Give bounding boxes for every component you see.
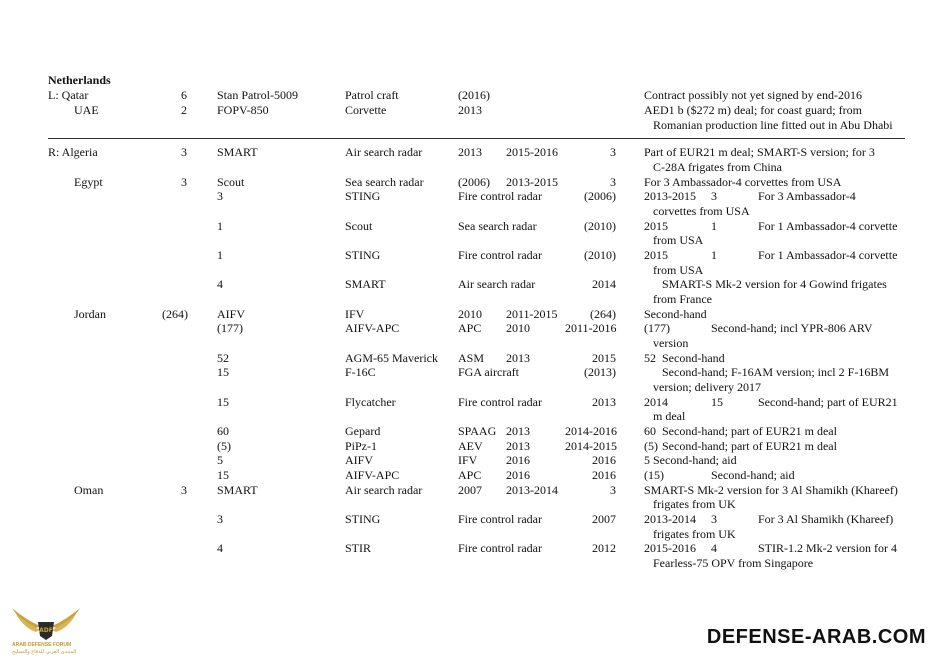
section-divider bbox=[48, 138, 905, 139]
table-cell: 15 bbox=[217, 468, 229, 482]
table-cell: (264) bbox=[162, 307, 188, 321]
table-cell: Corvette bbox=[345, 103, 387, 117]
table-cell: Air search radar bbox=[345, 145, 423, 159]
table-cell: SMART-S Mk-2 version for 4 Gowind frigates bbox=[662, 277, 887, 291]
table-cell: 2013 bbox=[506, 424, 530, 438]
table-cell: 2010 bbox=[458, 307, 482, 321]
table-cell: (15) bbox=[644, 468, 664, 482]
table-cell: Jordan bbox=[74, 307, 106, 321]
table-cell: 4 bbox=[217, 277, 223, 291]
table-cell: Part of EUR21 m deal; SMART-S version; for 3 bbox=[644, 145, 875, 159]
table-cell: version bbox=[653, 336, 689, 350]
table-cell: For 1 Ambassador-4 corvette bbox=[758, 219, 898, 233]
table-cell: Romanian production line fitted out in Abu Dhabi bbox=[653, 118, 893, 132]
table-cell: 3 bbox=[610, 175, 616, 189]
table-cell: For 1 Ambassador-4 corvette bbox=[758, 248, 898, 262]
table-cell: Flycatcher bbox=[345, 395, 396, 409]
table-cell: 15 bbox=[217, 395, 229, 409]
table-cell: 2013 bbox=[506, 439, 530, 453]
table-cell: 3 bbox=[610, 483, 616, 497]
table-cell: 3 bbox=[711, 512, 717, 526]
table-cell: SPAAG bbox=[458, 424, 497, 438]
table-cell: Fire control radar bbox=[458, 512, 542, 526]
table-cell: IFV bbox=[345, 307, 365, 321]
table-cell: SMART bbox=[345, 277, 386, 291]
table-cell: 2014 bbox=[592, 277, 616, 291]
table-cell: 4 bbox=[711, 541, 717, 555]
table-cell: 2012 bbox=[592, 541, 616, 555]
table-cell: 2015 bbox=[592, 351, 616, 365]
table-cell: AIFV bbox=[345, 453, 374, 467]
table-cell: Fire control radar bbox=[458, 248, 542, 262]
table-cell: FGA aircraft bbox=[458, 365, 519, 379]
table-cell: 2013-2014 bbox=[506, 483, 558, 497]
table-cell: 2015 bbox=[644, 248, 668, 262]
table-cell: 1 bbox=[217, 248, 223, 262]
table-cell: F-16C bbox=[345, 365, 376, 379]
table-cell: from USA bbox=[653, 263, 704, 277]
table-cell: Second-hand; part of EUR21 m deal bbox=[662, 439, 837, 453]
site-watermark: DEFENSE-ARAB.COM bbox=[706, 626, 926, 648]
table-cell: 3 bbox=[217, 189, 223, 203]
table-cell: AIFV-APC bbox=[345, 321, 400, 335]
logo-caption-arabic: المنتدى العربي للدفاع والتسليح bbox=[12, 649, 77, 655]
table-cell: (2006) bbox=[458, 175, 490, 189]
table-cell: 1 bbox=[217, 219, 223, 233]
table-cell: 3 bbox=[711, 189, 717, 203]
table-cell: APC bbox=[458, 321, 482, 335]
table-cell: 2016 bbox=[592, 453, 616, 467]
table-cell: For 3 Ambassador-4 corvettes from USA bbox=[644, 175, 842, 189]
table-cell: For 3 Al Shamikh (Khareef) bbox=[758, 512, 894, 526]
table-cell: 5 bbox=[217, 453, 223, 467]
table-cell: Air search radar bbox=[345, 483, 423, 497]
table-cell: Air search radar bbox=[458, 277, 536, 291]
table-cell: AIFV bbox=[217, 307, 246, 321]
table-cell: Scout bbox=[217, 175, 245, 189]
table-cell: 3 bbox=[181, 175, 187, 189]
table-cell: 2010 bbox=[506, 321, 530, 335]
table-cell: Second-hand; aid bbox=[711, 468, 795, 482]
table-cell: STING bbox=[345, 512, 381, 526]
svg-text:ADF: ADF bbox=[39, 627, 53, 634]
table-cell: 2013-2015 bbox=[506, 175, 558, 189]
table-cell: (2016) bbox=[458, 88, 490, 102]
table-cell: L: Qatar bbox=[48, 88, 89, 102]
table-cell: 2 bbox=[181, 103, 187, 117]
table-cell: (2013) bbox=[584, 365, 616, 379]
table-cell: 2016 bbox=[592, 468, 616, 482]
table-cell: Scout bbox=[345, 219, 373, 233]
table-cell: 1 bbox=[711, 248, 717, 262]
table-cell: Fire control radar bbox=[458, 395, 542, 409]
table-cell: 2013 bbox=[592, 395, 616, 409]
table-cell: 2013-2015 bbox=[644, 189, 696, 203]
table-cell: ASM bbox=[458, 351, 485, 365]
table-cell: (5) bbox=[644, 439, 658, 453]
table-cell: 2015-2016 bbox=[644, 541, 696, 555]
table-cell: 52 bbox=[644, 351, 656, 365]
table-cell: from France bbox=[653, 292, 712, 306]
table-cell: SMART bbox=[217, 145, 258, 159]
table-cell: 60 bbox=[217, 424, 229, 438]
table-cell: 2015-2016 bbox=[506, 145, 558, 159]
table-cell: (5) bbox=[217, 439, 231, 453]
table-cell: 5 Second-hand; aid bbox=[644, 453, 737, 467]
table-cell: Second-hand bbox=[644, 307, 707, 321]
table-cell: frigates from UK bbox=[653, 497, 736, 511]
table-cell: corvettes from USA bbox=[653, 204, 750, 218]
table-cell: IFV bbox=[458, 453, 478, 467]
table-cell: 2011-2016 bbox=[565, 321, 617, 335]
table-cell: 2015 bbox=[644, 219, 668, 233]
table-cell: Second-hand bbox=[662, 351, 725, 365]
table-cell: 2013 bbox=[458, 103, 482, 117]
table-cell: STIR bbox=[345, 541, 372, 555]
table-cell: 2016 bbox=[506, 468, 530, 482]
logo-caption-english: ARAB DEFENSE FORUM bbox=[12, 642, 72, 648]
table-cell: 3 bbox=[610, 145, 616, 159]
table-cell: AED1 b ($272 m) deal; for coast guard; from bbox=[644, 103, 862, 117]
table-cell: Stan Patrol-5009 bbox=[217, 88, 298, 102]
table-cell: Second-hand; part of EUR21 bbox=[758, 395, 898, 409]
table-cell: version; delivery 2017 bbox=[653, 380, 761, 394]
table-cell: 3 bbox=[181, 483, 187, 497]
table-cell: 6 bbox=[181, 88, 187, 102]
table-cell: 2013-2014 bbox=[644, 512, 696, 526]
table-cell: 3 bbox=[217, 512, 223, 526]
table-cell: Gepard bbox=[345, 424, 381, 438]
table-cell: 52 bbox=[217, 351, 229, 365]
table-cell: PiPz-1 bbox=[345, 439, 378, 453]
table-cell: For 3 Ambassador-4 bbox=[758, 189, 856, 203]
table-cell: STING bbox=[345, 189, 381, 203]
table-cell: 2014-2016 bbox=[565, 424, 617, 438]
table-cell: Sea search radar bbox=[345, 175, 424, 189]
table-cell: 2013 bbox=[506, 351, 530, 365]
table-cell: FOPV-850 bbox=[217, 103, 269, 117]
table-cell: SMART bbox=[217, 483, 258, 497]
table-cell: Patrol craft bbox=[345, 88, 399, 102]
table-cell: APC bbox=[458, 468, 482, 482]
table-cell: AEV bbox=[458, 439, 483, 453]
table-cell: C-28A frigates from China bbox=[653, 160, 782, 174]
table-cell: 60 bbox=[644, 424, 656, 438]
table-cell: 2014 bbox=[644, 395, 668, 409]
table-cell: (177) bbox=[217, 321, 243, 335]
table-cell: SMART-S Mk-2 version for 3 Al Shamikh (Khareef) bbox=[644, 483, 898, 497]
table-cell: from USA bbox=[653, 233, 704, 247]
table-cell: Fire control radar bbox=[458, 541, 542, 555]
table-cell: 4 bbox=[217, 541, 223, 555]
table-cell: m deal bbox=[653, 409, 686, 423]
table-cell: 2016 bbox=[506, 453, 530, 467]
table-cell: Second-hand; part of EUR21 m deal bbox=[662, 424, 837, 438]
table-cell: R: Algeria bbox=[48, 145, 98, 159]
section-heading: Netherlands bbox=[48, 73, 111, 87]
table-cell: Oman bbox=[74, 483, 104, 497]
table-cell: UAE bbox=[74, 103, 99, 117]
table-cell: Fearless-75 OPV from Singapore bbox=[653, 556, 814, 570]
table-cell: Second-hand; F-16AM version; incl 2 F-16BM bbox=[662, 365, 889, 379]
table-cell: (2006) bbox=[584, 189, 616, 203]
table-cell: AIFV-APC bbox=[345, 468, 400, 482]
table-cell: 2011-2015 bbox=[506, 307, 558, 321]
table-cell: Fire control radar bbox=[458, 189, 542, 203]
table-cell: 2013 bbox=[458, 145, 482, 159]
table-cell: STING bbox=[345, 248, 381, 262]
table-cell: 1 bbox=[711, 219, 717, 233]
table-cell: (264) bbox=[590, 307, 616, 321]
table-cell: (2010) bbox=[584, 219, 616, 233]
table-cell: 15 bbox=[711, 395, 723, 409]
table-cell: 2007 bbox=[458, 483, 482, 497]
table-cell: Contract possibly not yet signed by end-2016 bbox=[644, 88, 862, 102]
table-cell: Egypt bbox=[74, 175, 103, 189]
table-cell: AGM-65 Maverick bbox=[345, 351, 438, 365]
table-cell: frigates from UK bbox=[653, 527, 736, 541]
table-cell: 3 bbox=[181, 145, 187, 159]
table-cell: (177) bbox=[644, 321, 670, 335]
table-cell: 2007 bbox=[592, 512, 616, 526]
table-cell: (2010) bbox=[584, 248, 616, 262]
table-cell: STIR-1.2 Mk-2 version for 4 bbox=[758, 541, 897, 555]
table-cell: 2014-2015 bbox=[565, 439, 617, 453]
table-cell: Sea search radar bbox=[458, 219, 537, 233]
table-cell: 15 bbox=[217, 365, 229, 379]
table-cell: Second-hand; incl YPR-806 ARV bbox=[711, 321, 873, 335]
